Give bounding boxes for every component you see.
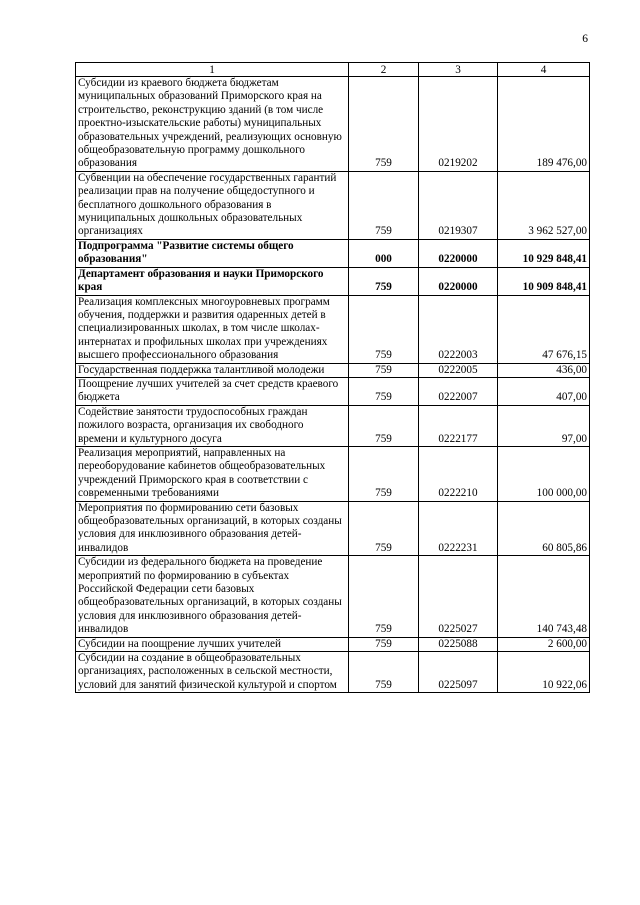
row-name: Подпрограмма "Развитие системы общего образования" — [76, 239, 349, 267]
row-name: Поощрение лучших учителей за счет средств краевого бюджета — [76, 377, 349, 405]
table-row-subprogram — [76, 239, 590, 267]
table-row — [76, 556, 590, 637]
header-col-3: 3 — [419, 63, 498, 77]
row-name: Реализация мероприятий, направленных на переоборудование кабинетов общеобразовательных учреждений Приморского края в соответствии с современными требованиями — [76, 446, 349, 501]
row-name: Субсидии на поощрение лучших учителей — [76, 637, 349, 651]
row-amount: 10 922,06 — [498, 652, 590, 693]
table-row — [76, 377, 590, 405]
table-row — [76, 501, 590, 556]
table-row — [76, 405, 590, 446]
row-name: Государственная поддержка талантливой молодежи — [76, 363, 349, 377]
row-col3: 0225027 — [419, 556, 498, 637]
row-name: Департамент образования и науки Приморского края — [76, 267, 349, 295]
table-row-department — [76, 267, 590, 295]
row-amount: 3 962 527,00 — [498, 171, 590, 239]
table-row — [76, 363, 590, 377]
row-col3: 0220000 — [419, 239, 498, 267]
table-body — [76, 77, 590, 693]
table-row — [76, 295, 590, 363]
table-row — [76, 446, 590, 501]
row-col2: 759 — [349, 637, 419, 651]
row-col3: 0222003 — [419, 295, 498, 363]
row-amount: 189 476,00 — [498, 77, 590, 172]
row-col2: 759 — [349, 295, 419, 363]
row-name: Субсидии из федерального бюджета на проведение мероприятий по формированию в субъектах Российской Федерации сети базовых общеобразовательных организаций, в которых созданы условия для инклюзивного образования детей-инвалидов — [76, 556, 349, 637]
table-row — [76, 77, 590, 172]
row-col3: 0222210 — [419, 446, 498, 501]
header-col-2: 2 — [349, 63, 419, 77]
row-amount: 100 000,00 — [498, 446, 590, 501]
row-col3: 0219307 — [419, 171, 498, 239]
row-amount: 60 805,86 — [498, 501, 590, 556]
header-col-4: 4 — [498, 63, 590, 77]
row-col2: 759 — [349, 267, 419, 295]
row-col3: 0219202 — [419, 77, 498, 172]
row-col2: 759 — [349, 405, 419, 446]
row-amount: 97,00 — [498, 405, 590, 446]
row-col3: 0220000 — [419, 267, 498, 295]
row-col3: 0225088 — [419, 637, 498, 651]
row-name: Субвенции на обеспечение государственных гарантий реализации прав на получение общедоступного и бесплатного дошкольного образования в муниципальных дошкольных образовательных организациях — [76, 171, 349, 239]
row-col2: 759 — [349, 77, 419, 172]
row-col2: 759 — [349, 556, 419, 637]
table-row — [76, 637, 590, 651]
row-name: Субсидии из краевого бюджета бюджетам муниципальных образований Приморского края на строительство, реконструкцию зданий (в том числе проектно-изыскательские работы) муниципальных образовательных учреждений, реализующих основную общеобразовательную программу дошкольного образования — [76, 77, 349, 172]
row-amount: 47 676,15 — [498, 295, 590, 363]
row-col3: 0222005 — [419, 363, 498, 377]
row-col2: 759 — [349, 446, 419, 501]
page-number: 6 — [582, 33, 588, 45]
row-col2: 759 — [349, 377, 419, 405]
row-amount: 2 600,00 — [498, 637, 590, 651]
header-col-1: 1 — [76, 63, 349, 77]
row-col2: 759 — [349, 171, 419, 239]
row-name: Субсидии на создание в общеобразовательных организациях, расположенных в сельской местности, условий для занятий физической культурой и спортом — [76, 652, 349, 693]
row-name: Реализация комплексных многоуровневых программ обучения, поддержки и развития одаренных детей в специализированных школах, в том числе школах-интернатах и профильных школах при учреждениях высшего профессионального образования — [76, 295, 349, 363]
row-amount: 140 743,48 — [498, 556, 590, 637]
row-amount: 436,00 — [498, 363, 590, 377]
row-col2: 759 — [349, 501, 419, 556]
row-amount: 10 929 848,41 — [498, 239, 590, 267]
row-name: Мероприятия по формированию сети базовых общеобразовательных организаций, в которых созданы условия для инклюзивного образования детей-инвалидов — [76, 501, 349, 556]
row-name: Содействие занятости трудоспособных граждан пожилого возраста, организация их свободного времени и культурного досуга — [76, 405, 349, 446]
row-col3: 0222007 — [419, 377, 498, 405]
row-col3: 0225097 — [419, 652, 498, 693]
row-col3: 0222177 — [419, 405, 498, 446]
row-amount: 10 909 848,41 — [498, 267, 590, 295]
row-col2: 759 — [349, 652, 419, 693]
table-row — [76, 652, 590, 693]
row-amount: 407,00 — [498, 377, 590, 405]
table-header-row — [76, 63, 590, 77]
row-col3: 0222231 — [419, 501, 498, 556]
row-col2: 000 — [349, 239, 419, 267]
table-row — [76, 171, 590, 239]
budget-table — [75, 62, 590, 693]
row-col2: 759 — [349, 363, 419, 377]
